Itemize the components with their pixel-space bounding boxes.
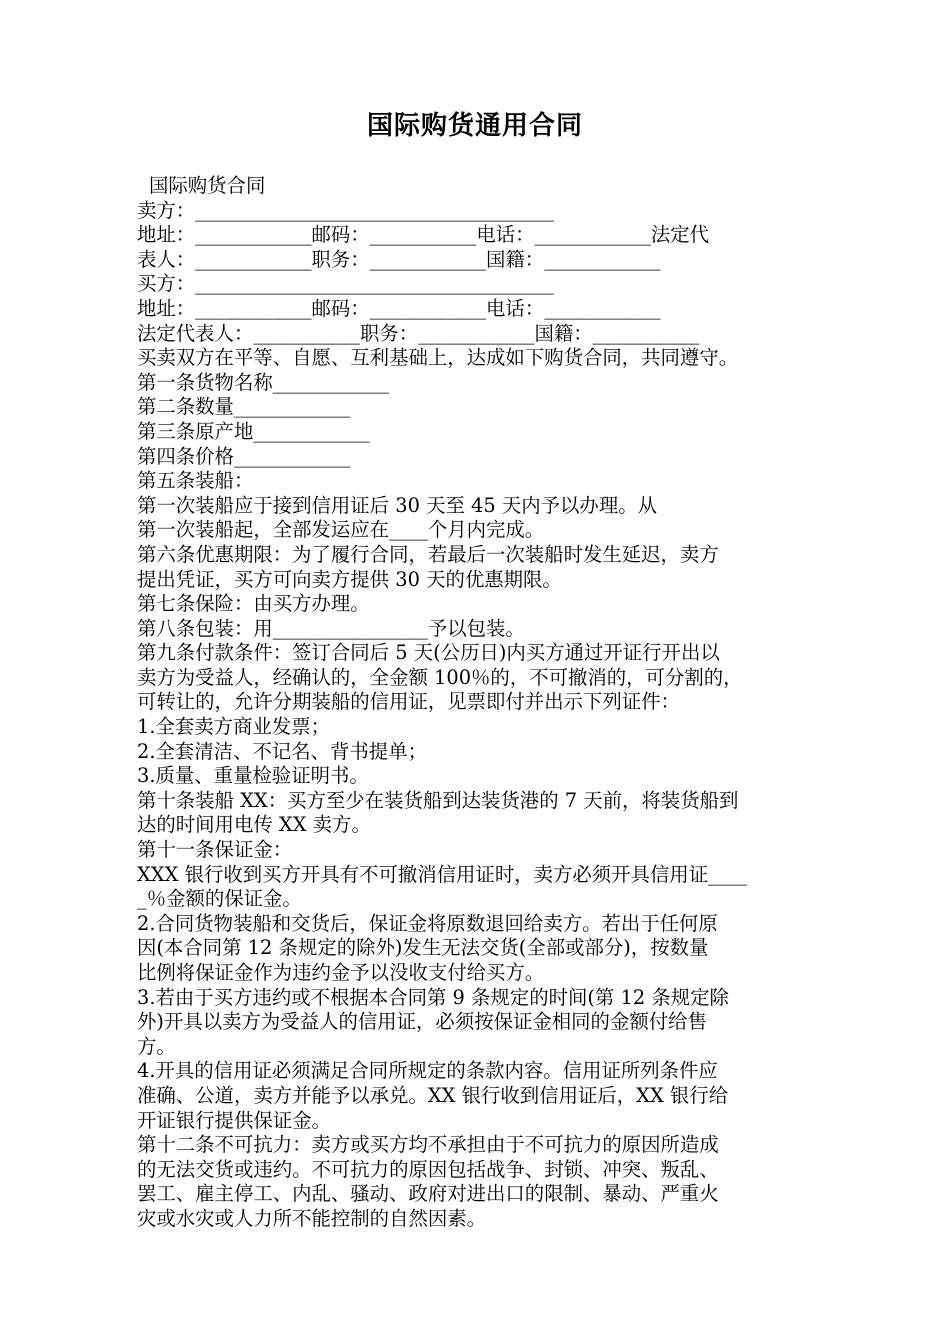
text-line: 方。 [137, 1034, 176, 1058]
text-line: 第一条货物名称____________ [137, 370, 390, 394]
text-line: 法定代表人：___________职务：____________国籍：___________ [137, 321, 700, 345]
text-line: 第三条原产地____________ [137, 419, 370, 443]
text-line: 准确、公道，卖方并能予以承兑。XX 银行收到信用证后，XX 银行给 [137, 1083, 729, 1107]
text-line: 2.合同货物装船和交货后，保证金将原数退回给卖方。若出于任何原 [137, 911, 718, 935]
text-line: 表人：____________职务：____________国籍：____________ [137, 247, 661, 271]
text-line: 开证银行提供保证金。 [137, 1108, 331, 1132]
text-line: 第一次装船起，全部发运应在____个月内完成。 [137, 518, 545, 542]
text-line: 第一次装船应于接到信用证后 30 天至 45 天内予以办理。从 [137, 493, 657, 517]
text-line: 罢工、雇主停工、内乱、骚动、政府对进出口的限制、暴动、严重火 [137, 1182, 719, 1206]
subtitle-line: 国际购货合同 [149, 174, 266, 197]
text-line: 3.质量、重量检验证明书。 [137, 764, 369, 788]
text-line: 比例将保证金作为违约金予以没收支付给买方。 [137, 961, 545, 984]
text-line: 的无法交货或违约。不可抗力的原因包括战争、封锁、冲突、叛乱、 [137, 1157, 719, 1181]
text-line: 第二条数量____________ [137, 395, 351, 419]
text-line: XXX 银行收到买方开具有不可撤消信用证时，卖方必须开具信用证____ [137, 862, 747, 886]
text-line: 2.全套清洁、不记名、背书提单； [137, 739, 427, 763]
text-line: 达的时间用电传 XX 卖方。 [137, 813, 371, 837]
document-body [137, 174, 827, 1232]
text-line: 地址：____________邮码：____________电话：____________ [137, 296, 661, 320]
text-line: 第八条包装：用________________予以包装。 [137, 616, 525, 640]
text-line: 卖方为受益人，经确认的，全金额 100％的，不可撤消的，可分割的， [137, 665, 743, 689]
text-line: _％金额的保证金。 [137, 887, 302, 911]
text-line: 第四条价格____________ [137, 444, 351, 468]
text-line: 买卖双方在平等、自愿、互利基础上，达成如下购货合同，共同遵守。 [137, 346, 739, 370]
text-line: 卖方：_____________________________________ [137, 198, 554, 222]
text-line: 灾或水灾或人力所不能控制的自然因素。 [137, 1206, 487, 1230]
document-title: 国际购货通用合同 [366, 111, 583, 141]
text-line: 第十二条不可抗力：卖方或买方均不承担由于不可抗力的原因所造成 [137, 1133, 719, 1157]
text-line: 1.全套卖方商业发票； [137, 715, 331, 739]
text-line: 可转让的，允许分期装船的信用证，见票即付并出示下列证件： [137, 690, 680, 714]
text-line: 买方：_____________________________________ [137, 272, 554, 296]
text-line: 第九条付款条件：签订合同后 5 天(公历日)内买方通过开证行开出以 [137, 641, 720, 665]
text-line: 3.若由于买方违约或不根据本合同第 9 条规定的时间(第 12 条规定除 [137, 985, 729, 1009]
text-line: 第五条装船： [137, 469, 254, 493]
text-line: 第十条装船 XX：买方至少在装货船到达装货港的 7 天前，将装货船到 [137, 788, 739, 812]
text-line: 第七条保险：由买方办理。 [137, 592, 370, 616]
text-line: 提出凭证，买方可向卖方提供 30 天的优惠期限。 [137, 567, 562, 591]
text-line: 外)开具以卖方为受益人的信用证，必须按保证金相同的金额付给售 [137, 1010, 707, 1034]
text-line: 地址：____________邮码：___________电话：____________法定代 [137, 223, 710, 247]
text-line: 4.开具的信用证必须满足合同所规定的条款内容。信用证所列条件应 [137, 1059, 718, 1083]
text-line: 因(本合同第 12 条规定的除外)发生无法交货(全部或部分)，按数量 [137, 936, 709, 960]
text-line: 第六条优惠期限：为了履行合同，若最后一次装船时发生延迟，卖方 [137, 542, 719, 566]
text-line: 第十一条保证金： [137, 838, 293, 862]
